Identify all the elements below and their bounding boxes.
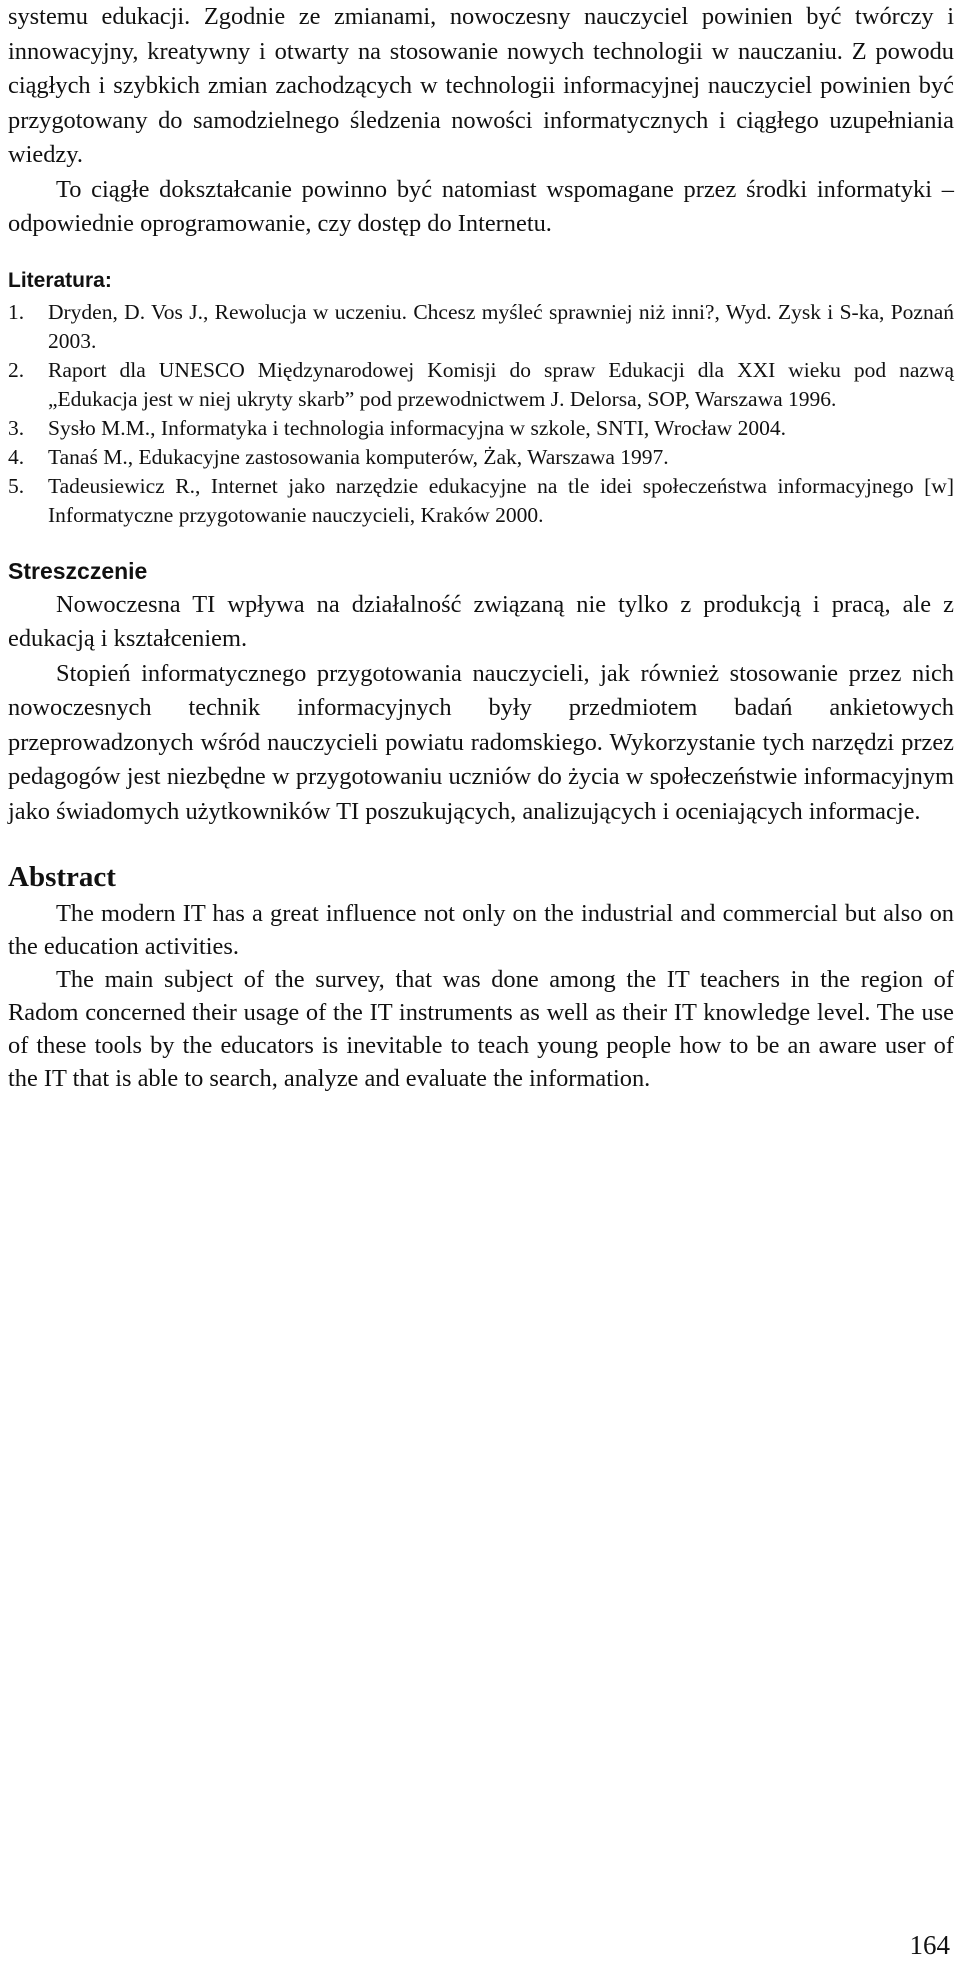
- intro-paragraph-2: To ciągłe dokształcanie powinno być natomiast wspomagane przez środki informatyki – odpowiednie oprogramowanie, czy dostęp do Internetu.: [8, 175, 954, 237]
- reference-item: [8, 414, 954, 443]
- streszczenie-paragraph-1: Nowoczesna TI wpływa na działalność związaną nie tylko z produkcją i pracą, ale z edukacją i kształceniem.: [8, 590, 954, 652]
- reference-text: Sysło M.M., Informatyka i technologia informacyjna w szkole, SNTI, Wrocław 2004.: [48, 415, 786, 440]
- reference-number: 1.: [8, 299, 25, 324]
- reference-text: Tanaś M., Edukacyjne zastosowania komputerów, Żak, Warszawa 1997.: [48, 444, 669, 469]
- reference-list: [8, 298, 954, 530]
- reference-text: Dryden, D. Vos J., Rewolucja w uczeniu. Chcesz myśleć sprawniej niż inni?, Wyd. Zysk i S-ka, Poznań 2003.: [48, 299, 954, 353]
- reference-item: [8, 443, 954, 472]
- streszczenie-paragraph-2: Stopień informatycznego przygotowania nauczycieli, jak również stosowanie przez nich nowoczesnych technik informacyjnych były przedmiotem badań ankietowych przeprowadzonych wśród nauczycieli powiatu radomskiego. Wykorzystanie tych narzędzi przez pedagogów jest niezbędne w przygotowaniu uczniów do życia w społeczeństwie informacyjnym jako świadomych użytkowników TI poszukujących, analizujących i oceniających informacje.: [8, 659, 954, 825]
- reference-text: Raport dla UNESCO Międzynarodowej Komisji do spraw Edukacji dla XXI wieku pod nazwą „Edukacja jest w niej ukryty skarb” pod przewodnictwem J. Delorsa, SOP, Warszawa 1996.: [48, 357, 954, 411]
- abstract-paragraph-2: The main subject of the survey, that was done among the IT teachers in the region of Radom concerned their usage of the IT instruments as well as their IT knowledge level. The use of these tools by the educators is inevitable to teach young people how to be an aware user of the IT that is able to search, analyze and evaluate the information.: [8, 966, 954, 1092]
- reference-item: [8, 472, 954, 530]
- reference-number: 5.: [8, 473, 25, 498]
- streszczenie-heading: Streszczenie: [8, 557, 148, 584]
- reference-number: 4.: [8, 444, 25, 469]
- abstract-heading: Abstract: [8, 861, 116, 893]
- page-body: [8, 0, 954, 1095]
- reference-item: [8, 356, 954, 414]
- reference-number: 3.: [8, 415, 25, 440]
- reference-number: 2.: [8, 357, 25, 382]
- reference-text: Tadeusiewicz R., Internet jako narzędzie edukacyjne na tle idei społeczeństwa informacyjnego [w] Informatyczne przygotowanie nauczycieli, Kraków 2000.: [48, 473, 954, 527]
- reference-item: [8, 298, 954, 356]
- abstract-paragraph-1: The modern IT has a great influence not only on the industrial and commercial but also on the education activities.: [8, 900, 954, 960]
- intro-paragraph-1: systemu edukacji. Zgodnie ze zmianami, nowoczesny nauczyciel powinien być twórczy i innowacyjny, kreatywny i otwarty na stosowanie nowych technologii w nauczaniu. Z powodu ciągłych i szybkich zmian zachodzących w technologii informacyjnej nauczyciel powinien być przygotowany do samodzielnego śledzenia nowości informatycznych i ciągłego uzupełniania wiedzy.: [8, 3, 954, 168]
- page-number: 164: [909, 1930, 950, 1960]
- literatura-heading: Literatura:: [8, 268, 112, 292]
